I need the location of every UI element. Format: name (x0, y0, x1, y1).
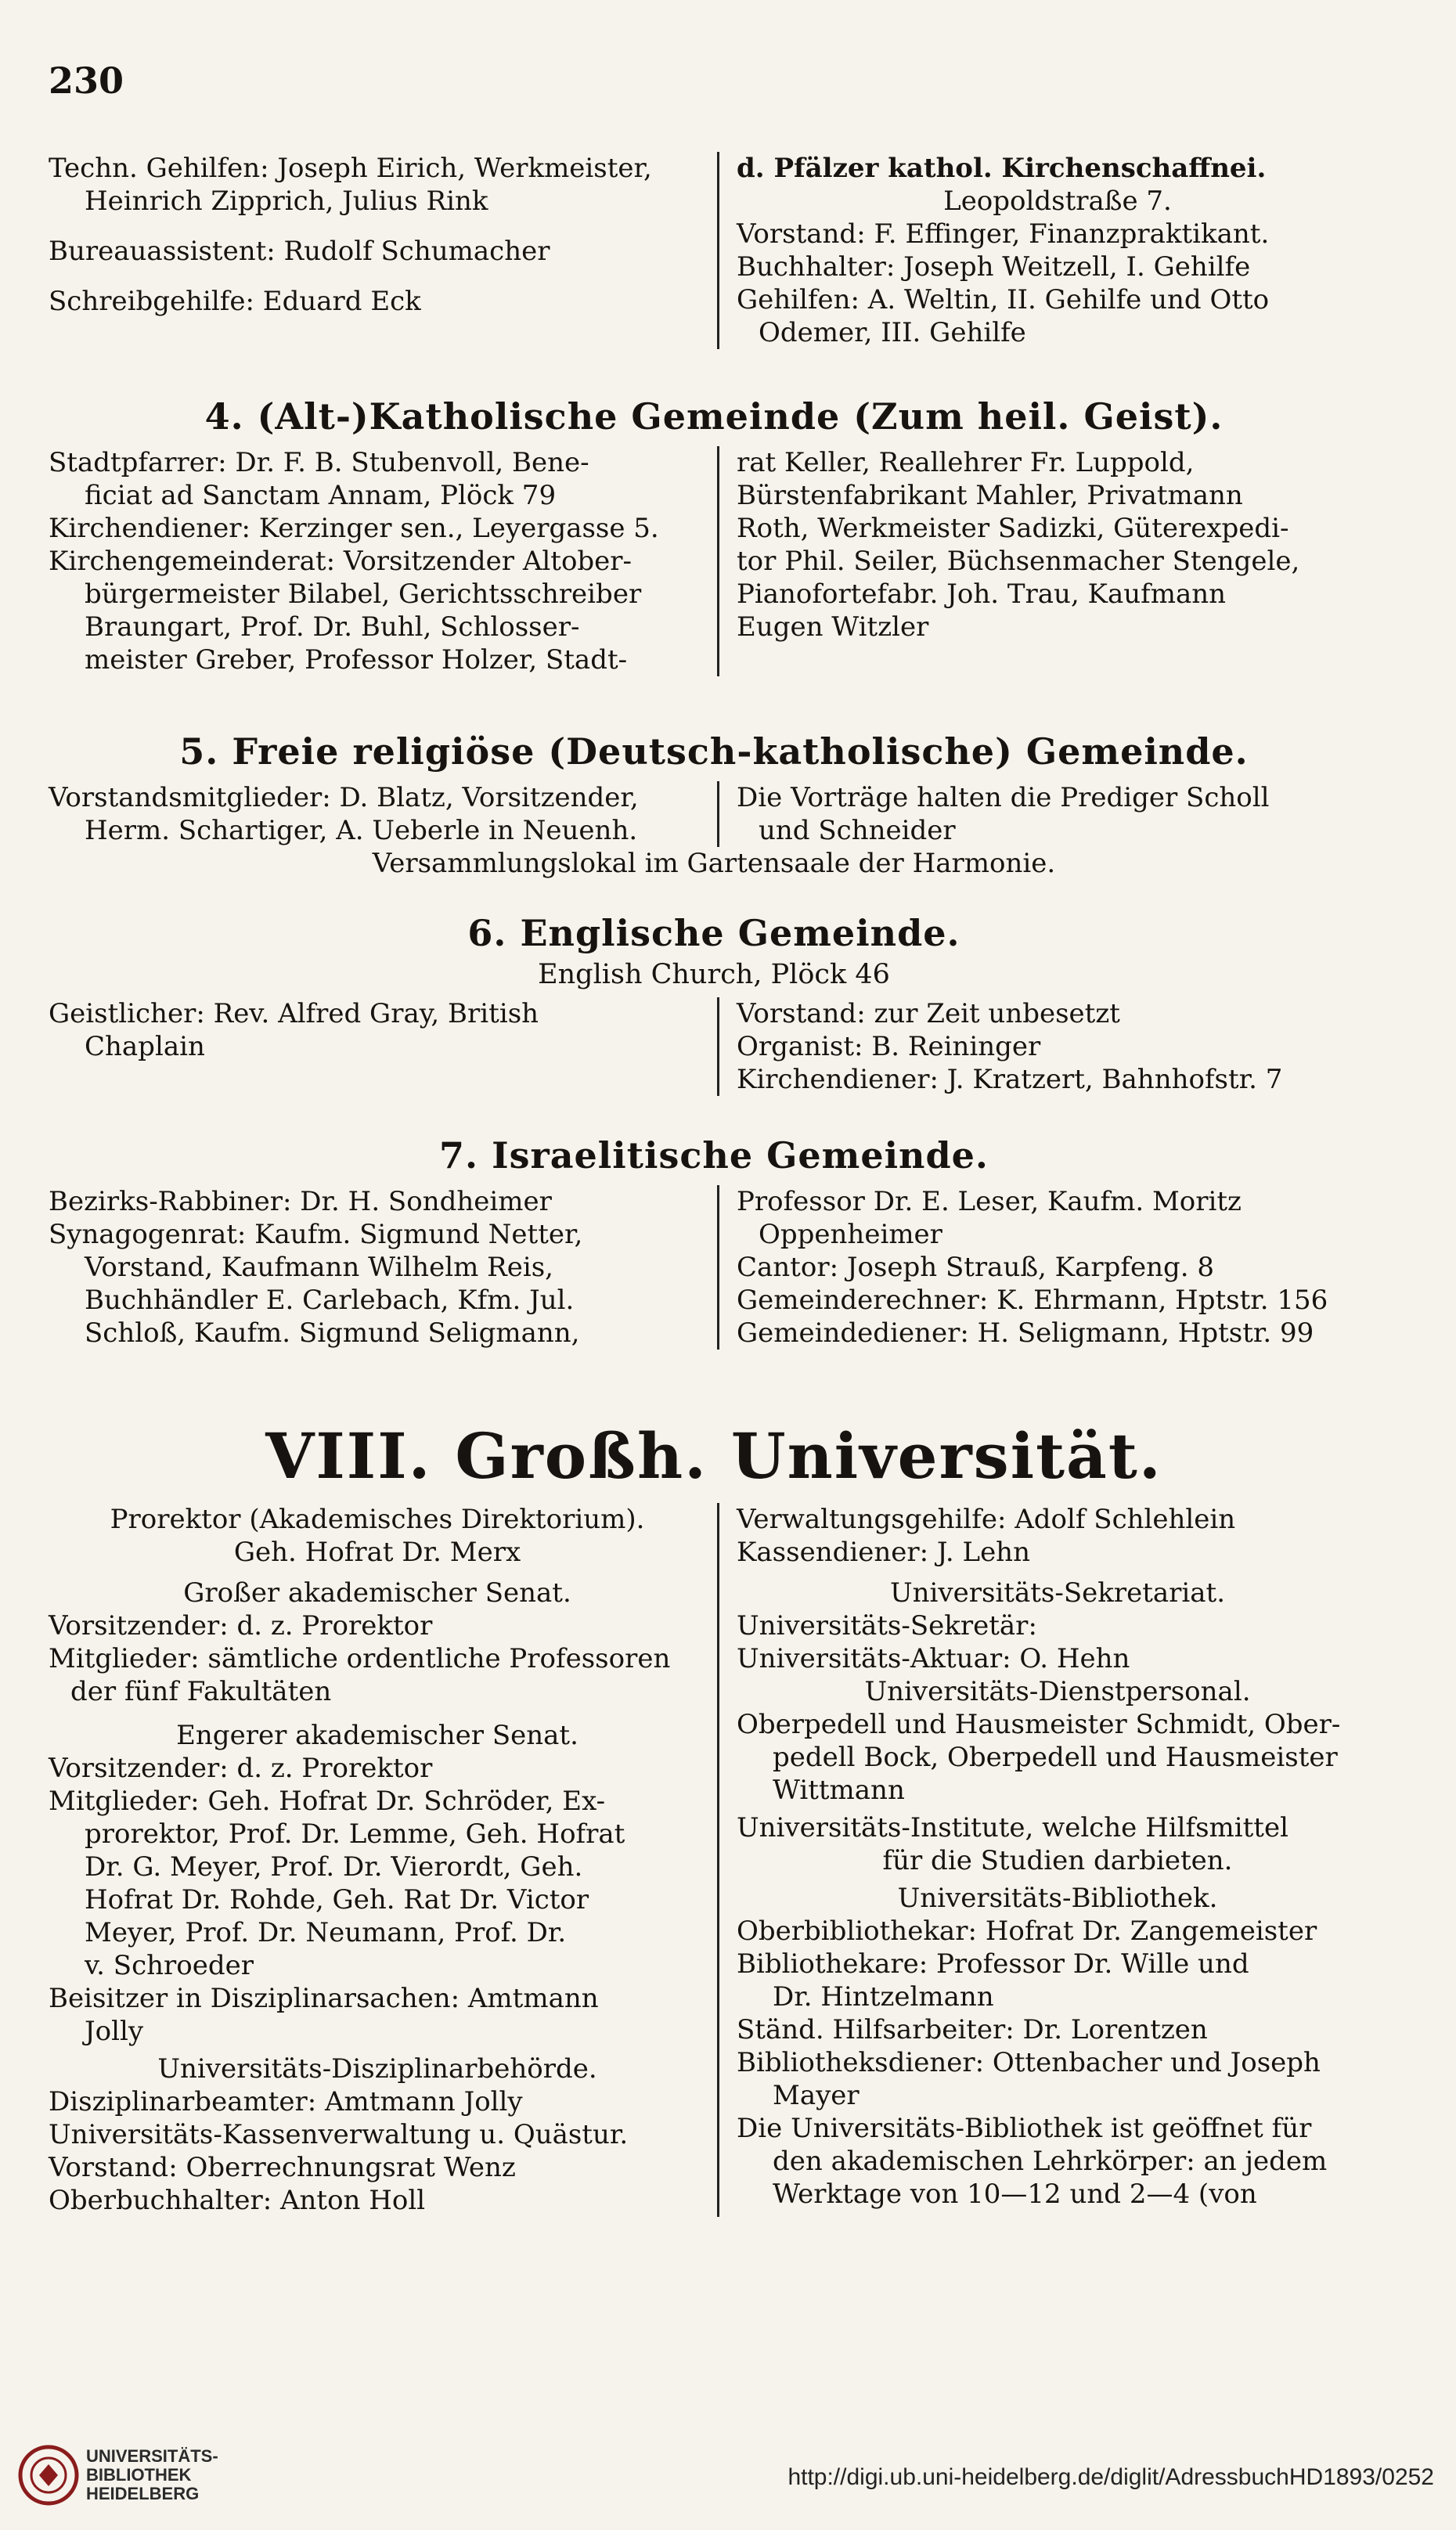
text-line: Vorsitzender: d. z. Prorektor (49, 1753, 433, 1784)
library-seal-icon (17, 2444, 80, 2507)
text-line: Vorsitzender: d. z. Prorektor (49, 1610, 433, 1642)
text-line: Geh. Hofrat Dr. Merx (233, 1537, 521, 1568)
library-name-line: HEIDELBERG (86, 2484, 200, 2503)
text-line: v. Schroeder (85, 1950, 254, 1981)
text-line: Verwaltungsgehilfe: Adolf Schlehlein (737, 1504, 1236, 1535)
text-line: Leopoldstraße 7. (943, 186, 1172, 217)
text-line: Vorstand: F. Effinger, Finanzpraktikant. (737, 218, 1270, 250)
text-line: Oppenheimer (759, 1219, 942, 1250)
text-line: meister Greber, Professor Holzer, Stadt- (85, 644, 628, 676)
text-line: Organist: B. Reininger (737, 1031, 1041, 1062)
section-university (49, 1417, 1379, 2217)
text-line: Kirchendiener: J. Kratzert, Bahnhofstr. 7 (737, 1064, 1283, 1095)
section-7-left (49, 1185, 719, 1350)
library-name-line: UNIVERSITÄTS- (86, 2446, 218, 2466)
text-line: Gemeindediener: H. Seligmann, Hptstr. 99 (737, 1317, 1314, 1349)
subsection-heading: Großer akademischer Senat. (183, 1577, 571, 1609)
text-line: Ständ. Hilfsarbeiter: Dr. Lorentzen (737, 2014, 1208, 2045)
section-7 (49, 1132, 1379, 1350)
section-6-left (49, 997, 719, 1096)
text-line: prorektor, Prof. Dr. Lemme, Geh. Hofrat (85, 1818, 625, 1850)
text-line: Meyer, Prof. Dr. Neumann, Prof. Dr. (85, 1917, 567, 1948)
section-4-left (49, 446, 719, 676)
text-line: Bürstenfabrikant Mahler, Privatmann (737, 480, 1243, 511)
text-line: Kassendiener: J. Lehn (737, 1537, 1030, 1568)
section-heading: 5. Freie religiöse (Deutsch-katholische) Gemeinde. (179, 730, 1249, 773)
section-7-right (719, 1185, 1379, 1350)
text-line: Synagogenrat: Kaufm. Sigmund Netter, (49, 1219, 583, 1250)
text-line: Roth, Werkmeister Sadizki, Güterexpedi- (737, 513, 1289, 544)
section-heading: 4. (Alt-)Katholische Gemeinde (Zum heil. Geist). (204, 395, 1224, 438)
text-line: der fünf Fakultäten (70, 1676, 332, 1707)
top-section (49, 152, 1379, 349)
subsection-heading: Universitäts-Bibliothek. (897, 1883, 1218, 1914)
section-subheading: English Church, Plöck 46 (538, 959, 890, 990)
library-name-line: BIBLIOTHEK (86, 2465, 192, 2485)
section-5-left (49, 781, 719, 847)
section-5-right (719, 781, 1379, 847)
university-left (49, 1503, 719, 2217)
text-line: Cantor: Joseph Strauß, Karpfeng. 8 (737, 1252, 1214, 1283)
text-line: Buchhändler E. Carlebach, Kfm. Jul. (85, 1285, 575, 1316)
top-left-column (49, 152, 719, 349)
text-line: Kirchendiener: Kerzinger sen., Leyergasse 5. (49, 513, 659, 544)
text-line: Bureauassistent: Rudolf Schumacher (49, 236, 550, 267)
text-line: Oberbibliothekar: Hofrat Dr. Zangemeister (737, 1916, 1317, 1947)
text-line: Eugen Witzler (737, 611, 929, 643)
text-line: Vorstand: Oberrechnungsrat Wenz (49, 2152, 516, 2183)
text-line: Prorektor (Akademisches Direktorium). (110, 1504, 645, 1535)
text-line: Universitäts-Sekretär: (737, 1610, 1037, 1642)
text-line: Oberbuchhalter: Anton Holl (49, 2185, 426, 2216)
text-line: Universitäts-Aktuar: O. Hehn (737, 1643, 1130, 1674)
text-line: Braungart, Prof. Dr. Buhl, Schlosser- (85, 611, 580, 643)
text-line: Mayer (773, 2080, 860, 2111)
text-line: Werktage von 10—12 und 2—4 (von (773, 2179, 1257, 2210)
text-line: Pianofortefabr. Joh. Trau, Kaufmann (737, 578, 1227, 610)
text-line: Buchhalter: Joseph Weitzell, I. Gehilfe (737, 251, 1251, 283)
subsection-heading: Engerer akademischer Senat. (176, 1720, 578, 1751)
text-line: Vorstand: zur Zeit unbesetzt (737, 998, 1120, 1029)
text-line: rat Keller, Reallehrer Fr. Luppold, (737, 447, 1195, 478)
text-line: Mitglieder: Geh. Hofrat Dr. Schröder, Ex- (49, 1786, 606, 1817)
page-number: 230 (49, 59, 124, 102)
text-line: Die Vorträge halten die Prediger Scholl (737, 782, 1270, 813)
text-line: Disziplinarbeamter: Amtmann Jolly (49, 2086, 523, 2117)
text-line: tor Phil. Seiler, Büchsenmacher Stengele, (737, 546, 1300, 577)
text-line: Universitäts-Kassenverwaltung u. Quästur. (49, 2119, 629, 2150)
top-right-column (719, 152, 1379, 349)
section-heading: 7. Israelitische Gemeinde. (439, 1134, 989, 1177)
text-line: Vorstand, Kaufmann Wilhelm Reis, (85, 1252, 553, 1283)
section-4-right (719, 446, 1379, 676)
text-line: Schreibgehilfe: Eduard Eck (49, 286, 421, 317)
source-url-link[interactable]: http://digi.ub.uni-heidelberg.de/diglit/AdressbuchHD1893/0252 (787, 2464, 1434, 2490)
text-line: Kirchengemeinderat: Vorsitzender Altober- (49, 546, 632, 577)
text-line: Herm. Schartiger, A. Ueberle in Neuenh. (85, 815, 638, 846)
text-line: Chaplain (85, 1031, 205, 1062)
text-line: Hofrat Dr. Rohde, Geh. Rat Dr. Victor (85, 1884, 589, 1916)
text-line: Bibliothekare: Professor Dr. Wille und (737, 1948, 1249, 1980)
text-line: und Schneider (759, 815, 956, 846)
text-line: Universitäts-Institute, welche Hilfsmittel (737, 1812, 1288, 1843)
text-line: Techn. Gehilfen: Joseph Eirich, Werkmeister, (49, 153, 652, 184)
text-line: Dr. Hintzelmann (773, 1981, 994, 2013)
text-line: Schloß, Kaufm. Sigmund Seligmann, (85, 1317, 580, 1349)
text-line: Oberpedell und Hausmeister Schmidt, Ober- (737, 1709, 1341, 1740)
text-line: für die Studien darbieten. (882, 1845, 1233, 1876)
text-line: Mitglieder: sämtliche ordentliche Professoren (49, 1643, 671, 1674)
section-heading: 6. Englische Gemeinde. (467, 912, 960, 954)
text-line: Die Universitäts-Bibliothek ist geöffnet für (737, 2113, 1312, 2144)
section-heading: d. Pfälzer kathol. Kirchenschaffnei. (737, 153, 1267, 184)
text-line: Gehilfen: A. Weltin, II. Gehilfe und Otto (737, 284, 1270, 315)
text-line: Dr. G. Meyer, Prof. Dr. Vierordt, Geh. (85, 1851, 583, 1883)
text-line: ficiat ad Sanctam Annam, Plöck 79 (85, 480, 557, 511)
text-line: bürgermeister Bilabel, Gerichtsschreiber (85, 578, 642, 610)
text-line: Vorstandsmitglieder: D. Blatz, Vorsitzender, (49, 782, 639, 813)
subsection-heading: Universitäts-Disziplinarbehörde. (157, 2053, 597, 2085)
text-line: Versammlungslokal im Gartensaale der Harmonie. (372, 848, 1056, 879)
text-line: Geistlicher: Rev. Alfred Gray, British (49, 998, 539, 1029)
text-line: Bibliotheksdiener: Ottenbacher und Joseph (737, 2047, 1321, 2078)
text-line: Stadtpfarrer: Dr. F. B. Stubenvoll, Bene- (49, 447, 589, 478)
text-line: Heinrich Zipprich, Julius Rink (85, 186, 488, 217)
text-line: Beisitzer in Disziplinarsachen: Amtmann (49, 1983, 599, 2014)
section-4 (49, 393, 1379, 676)
subsection-heading: Universitäts-Dienstpersonal. (864, 1676, 1251, 1707)
text-line: den akademischen Lehrkörper: an jedem (773, 2146, 1328, 2177)
subsection-heading: Universitäts-Sekretariat. (889, 1577, 1226, 1609)
text-line: pedell Bock, Oberpedell und Hausmeister (773, 1742, 1338, 1773)
text-line: Jolly (85, 2016, 144, 2047)
section-5 (49, 728, 1379, 880)
text-line: Gemeinderechner: K. Ehrmann, Hptstr. 156 (737, 1285, 1328, 1316)
digitization-footer (0, 2436, 1456, 2514)
section-6-right (719, 997, 1379, 1096)
chapter-heading: VIII. Großh. Universität. (265, 1419, 1162, 1493)
section-6 (49, 910, 1379, 1096)
library-name (86, 2447, 218, 2503)
text-line: Odemer, III. Gehilfe (759, 317, 1026, 348)
university-right (719, 1503, 1379, 2217)
text-line: Wittmann (773, 1775, 905, 1806)
text-line: Professor Dr. E. Leser, Kaufm. Moritz (737, 1186, 1242, 1217)
text-line: Bezirks-Rabbiner: Dr. H. Sondheimer (49, 1186, 552, 1217)
